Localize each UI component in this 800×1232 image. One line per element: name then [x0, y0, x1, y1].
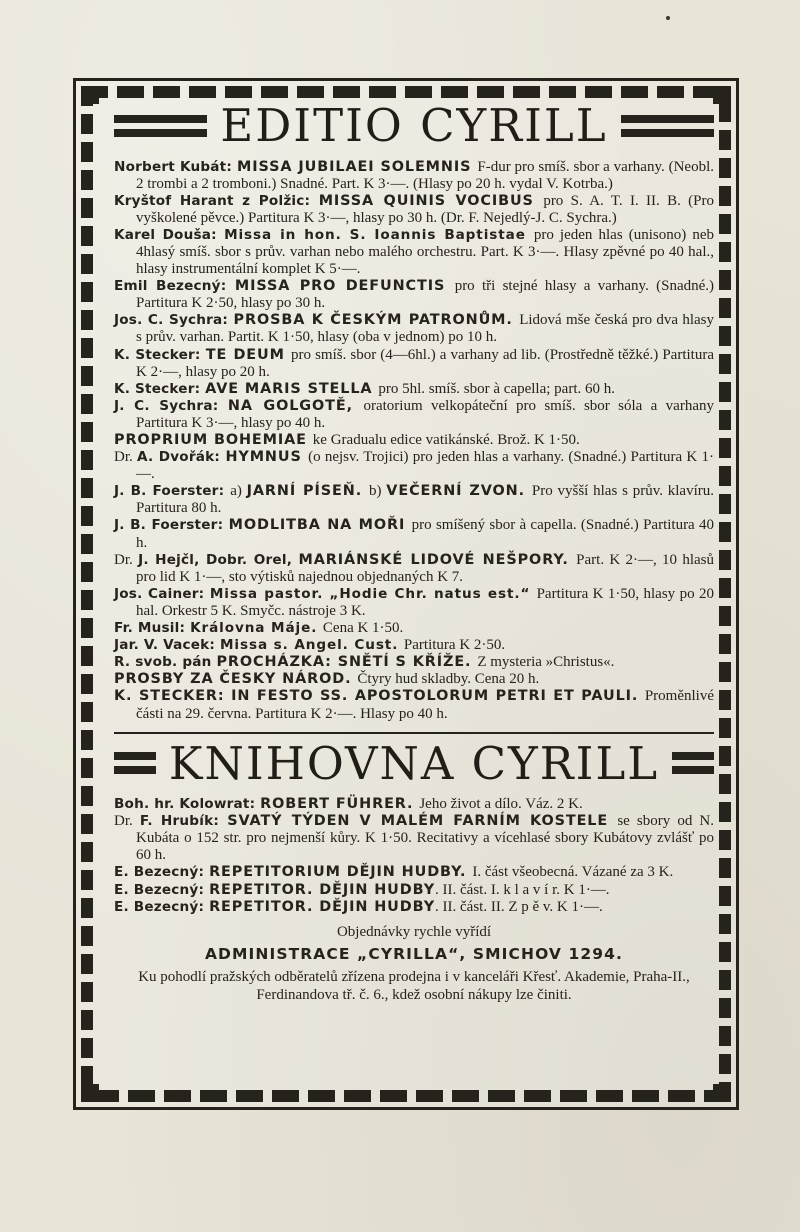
- catalog-entry: [114, 517, 714, 551]
- dashed-border-right: [719, 86, 731, 1102]
- entry-text: Z mysteria »Christus«.: [477, 654, 615, 671]
- administration-line: ADMINISTRACE „CYRILLA“, SMICHOV 1294.: [204, 944, 624, 963]
- entry-title: Norbert Kubát:: [114, 158, 238, 175]
- entry-title: PROPRIUM BOHEMIAE: [114, 432, 313, 448]
- entry-title: Karel Douša:: [114, 226, 225, 243]
- entry-title: J. Hejčl, Dobr. Orel,: [138, 551, 299, 568]
- catalog-entry: [114, 796, 714, 813]
- entry-title: HYMNUS: [225, 449, 309, 466]
- dashed-border-left: [81, 86, 93, 1102]
- catalog-entry: [114, 864, 714, 881]
- entry-title: J. B. Foerster:: [114, 483, 231, 500]
- catalog-entry: [114, 193, 714, 227]
- catalog-entry: [114, 398, 714, 432]
- entry-title: MISSA QUINIS VOCIBUS: [318, 192, 544, 209]
- entry-title: Missa in hon. S. Ioannis Baptistae: [224, 226, 534, 243]
- entry-text: Dr.: [114, 449, 137, 466]
- catalog-entry: [114, 688, 714, 722]
- entry-title: PROCHÁZKA: SNĚTÍ S KŘÍŽE.: [216, 654, 478, 671]
- entry-title: K. Stecker:: [114, 380, 206, 397]
- entry-title: F. Hrubík:: [139, 813, 228, 830]
- orders-note: Objednávky rychle vyřídí: [336, 923, 492, 940]
- entry-text: Proměnlivé části na 29. června. Partitura K 2·—. Hlasy po 40 h.: [136, 688, 714, 722]
- editio-header: [114, 101, 714, 151]
- catalog-entry: [114, 312, 714, 346]
- advertisement-frame: [73, 78, 739, 1110]
- entry-text: Dr.: [114, 551, 139, 568]
- catalog-entry: [114, 586, 714, 620]
- entry-title: SVATÝ TÝDEN V MALÉM FARNÍM KOSTELE: [227, 813, 618, 830]
- entry-text: F-dur pro smíš. sbor a varhany. (Neobl. 2 trombi a 2 tromboni.) Snadné. Part. K 3·—. (Hlasy po 20 h. vydal V. Kotrba.): [136, 158, 714, 192]
- entry-text: a): [230, 483, 247, 500]
- entry-title: MISSA PRO DEFUNCTIS: [234, 278, 455, 295]
- editio-title: EDITIO CYRILL: [220, 99, 608, 152]
- entry-text: Partitura K 2·50.: [403, 637, 506, 654]
- knihovna-header: [114, 736, 714, 790]
- entry-title: Jar. V. Vacek:: [114, 637, 220, 654]
- entry-text: . II. část. II. Z p ě v. K 1·—.: [435, 898, 603, 915]
- entry-title: MISSA JUBILAEI SOLEMNIS: [237, 158, 478, 175]
- catalog-entry: [114, 637, 714, 654]
- section-divider: [114, 732, 714, 734]
- entry-title: Boh. hr. Kolowrat:: [114, 796, 261, 813]
- entry-title: Jos. Cainer:: [114, 585, 210, 602]
- entry-title: Jos. C. Sychra:: [114, 312, 234, 329]
- border-corner-top-right: [713, 86, 731, 104]
- entry-title: ROBERT FÜHRER.: [260, 796, 420, 813]
- entry-title: K. STECKER: IN FESTO SS. APOSTOLORUM PETRI ET PAULI.: [114, 688, 645, 705]
- entry-title: NA GOLGOTĚ,: [227, 397, 364, 414]
- catalog-entry: [114, 552, 714, 586]
- header-rule-right: [621, 115, 714, 137]
- border-corner-top-left: [81, 86, 99, 104]
- entry-title: Missa pastor. „Hodie Chr. natus est.“: [209, 585, 537, 602]
- footer: [114, 923, 714, 1005]
- dashed-border-bottom: [81, 1090, 731, 1102]
- entry-title: A. Dvořák:: [137, 449, 226, 466]
- catalog-entry: [114, 882, 714, 899]
- entry-title: J. B. Foerster:: [114, 517, 229, 534]
- entry-title: MODLITBA NA MOŘI: [228, 517, 412, 534]
- section-editio-cyrill: [114, 101, 714, 723]
- entry-text: se sbory od N. Kubáta o 152 str. pro nejmenší kůry. K 1·50. Recitativy a vícehlasé sbory Kubátovy zvlášť po 60 h.: [136, 813, 714, 864]
- catalog-entry: [114, 654, 714, 671]
- entry-text: b): [369, 483, 387, 500]
- header-rule-left: [114, 752, 156, 774]
- entry-text: (o nejsv. Trojici) pro jeden hlas a varhany. (Snadné.) Partitura K 1·—.: [136, 449, 714, 483]
- advertisement-content: [114, 101, 714, 1087]
- catalog-entry: [114, 227, 714, 278]
- entry-title: TE DEUM: [205, 346, 292, 363]
- entry-text: pro tři stejné hlasy a varhany. (Snadné.) Partitura K 2·50, hlasy po 30 h.: [136, 278, 715, 312]
- header-rule-left: [114, 115, 207, 137]
- catalog-entry: [114, 449, 714, 483]
- entry-text: Cena K 1·50.: [322, 620, 404, 637]
- catalog-entry: [114, 483, 714, 517]
- header-rule-right: [672, 752, 714, 774]
- entry-title: PROSBY ZA ČESKY NÁROD.: [114, 671, 358, 688]
- catalog-entry: [114, 347, 714, 381]
- entry-title: MARIÁNSKÉ LIDOVÉ NEŠPORY.: [298, 551, 577, 568]
- entry-text: Dr.: [114, 813, 140, 830]
- entry-title: REPETITOR. DĚJIN HUDBY: [209, 898, 436, 915]
- ink-speck: [666, 16, 670, 20]
- entry-text: pro smíšený sbor à capella. (Snadné.) Partitura 40 h.: [136, 517, 714, 551]
- section-knihovna-cyrill: [114, 736, 714, 916]
- entry-title: Kryštof Harant z Polžic:: [114, 192, 319, 209]
- entry-text: Part. K 2·—, 10 hlasů pro lid K 1·—, sto výtisků najednou objednaných K 7.: [136, 551, 715, 585]
- entry-title: Missa s. Angel. Cust.: [220, 637, 404, 654]
- entry-title: PROSBA K ČESKÝM PATRONŮM.: [233, 312, 520, 329]
- entry-text: Čtyry hud skladby. Cena 20 h.: [357, 671, 540, 688]
- entry-title: VEČERNÍ ZVON.: [386, 483, 532, 500]
- entry-title: AVE MARIS STELLA: [205, 380, 379, 397]
- entry-text: ke Gradualu edice vatikánské. Brož. K 1·50.: [312, 432, 580, 448]
- dashed-border-top: [81, 86, 731, 98]
- entry-text: . II. část. I. k l a v í r. K 1·—.: [435, 881, 610, 898]
- entry-title: Královna Máje.: [190, 620, 323, 637]
- entry-text: oratorium velkopáteční pro smíš. sbor sóla a varhany Partitura K 3·—, hlasy po 40 h.: [136, 397, 714, 431]
- knihovna-title: KNIHOVNA CYRILL: [168, 736, 660, 790]
- entry-text: I. část všeobecná. Vázané za 3 K.: [472, 864, 674, 881]
- entry-text: Lidová mše česká pro dva hlasy s prův. varhan. Partit. K 1·50, hlasy (oba v jednom) po 10 h.: [136, 312, 714, 346]
- entry-title: Emil Bezecný:: [114, 278, 235, 295]
- catalog-entry: [114, 159, 714, 193]
- entry-title: E. Bezecný:: [114, 881, 210, 898]
- entry-text: pro S. A. T. I. II. B. (Pro vyškolené pěvce.) Partitura K 3·—, hlasy po 30 h. (Dr. F. Nejedlý-J. C. Sychra.): [136, 192, 714, 226]
- catalog-entry: [114, 899, 714, 916]
- entry-text: Pro vyšší hlas s prův. klavíru. Partitura 80 h.: [136, 483, 714, 517]
- catalog-entry: [114, 278, 714, 312]
- entry-title: E. Bezecný:: [114, 864, 210, 881]
- entry-text: Jeho život a dílo. Váz. 2 K.: [419, 796, 583, 813]
- catalog-entry: [114, 671, 714, 688]
- catalog-entry: [114, 620, 714, 637]
- entry-title: E. Bezecný:: [114, 898, 210, 915]
- entry-title: Fr. Musil:: [114, 620, 191, 637]
- entry-title: JARNÍ PÍSEŇ.: [246, 483, 370, 500]
- entry-text: pro jeden hlas (unisono) neb 4hlasý smíš. sbor s prův. varhan nebo malého orchestru. Part. K 3·—. Hlasy zpěvné po 40 hal., hlasy instrumentální komplet K 5·—.: [136, 226, 715, 278]
- address-line: Ku pohodlí pražských odběratelů zřízena prodejna i v kanceláři Křesť. Akademie, Praha-II., Ferdinandova tř. č. 6., kdež osobní nákupy lze činiti.: [138, 968, 690, 1004]
- knihovna-entries: [114, 796, 714, 916]
- catalog-entry: [114, 813, 714, 864]
- catalog-entry: [114, 432, 714, 449]
- catalog-entry: [114, 381, 714, 398]
- border-corner-bottom-right: [713, 1084, 731, 1102]
- entry-title: REPETITOR. DĚJIN HUDBY: [209, 881, 436, 898]
- entry-title: K. Stecker:: [114, 346, 206, 363]
- entry-text: pro 5hl. smíš. sbor à capella; part. 60 h.: [378, 380, 615, 397]
- editio-entries: [114, 159, 714, 723]
- entry-title: REPETITORIUM DĚJIN HUDBY.: [209, 864, 473, 881]
- entry-text: pro smíš. sbor (4—6hl.) a varhany ad lib. (Prostředně těžké.) Partitura K 2·—, hlasy po 20 h.: [136, 346, 714, 380]
- border-corner-bottom-left: [81, 1084, 99, 1102]
- entry-text: Partitura K 1·50, hlasy po 20 hal. Orkestr 5 K. Smyčc. nástroje 3 K.: [136, 585, 714, 619]
- entry-title: J. C. Sychra:: [114, 397, 228, 414]
- entry-title: R. svob. pán: [114, 654, 217, 671]
